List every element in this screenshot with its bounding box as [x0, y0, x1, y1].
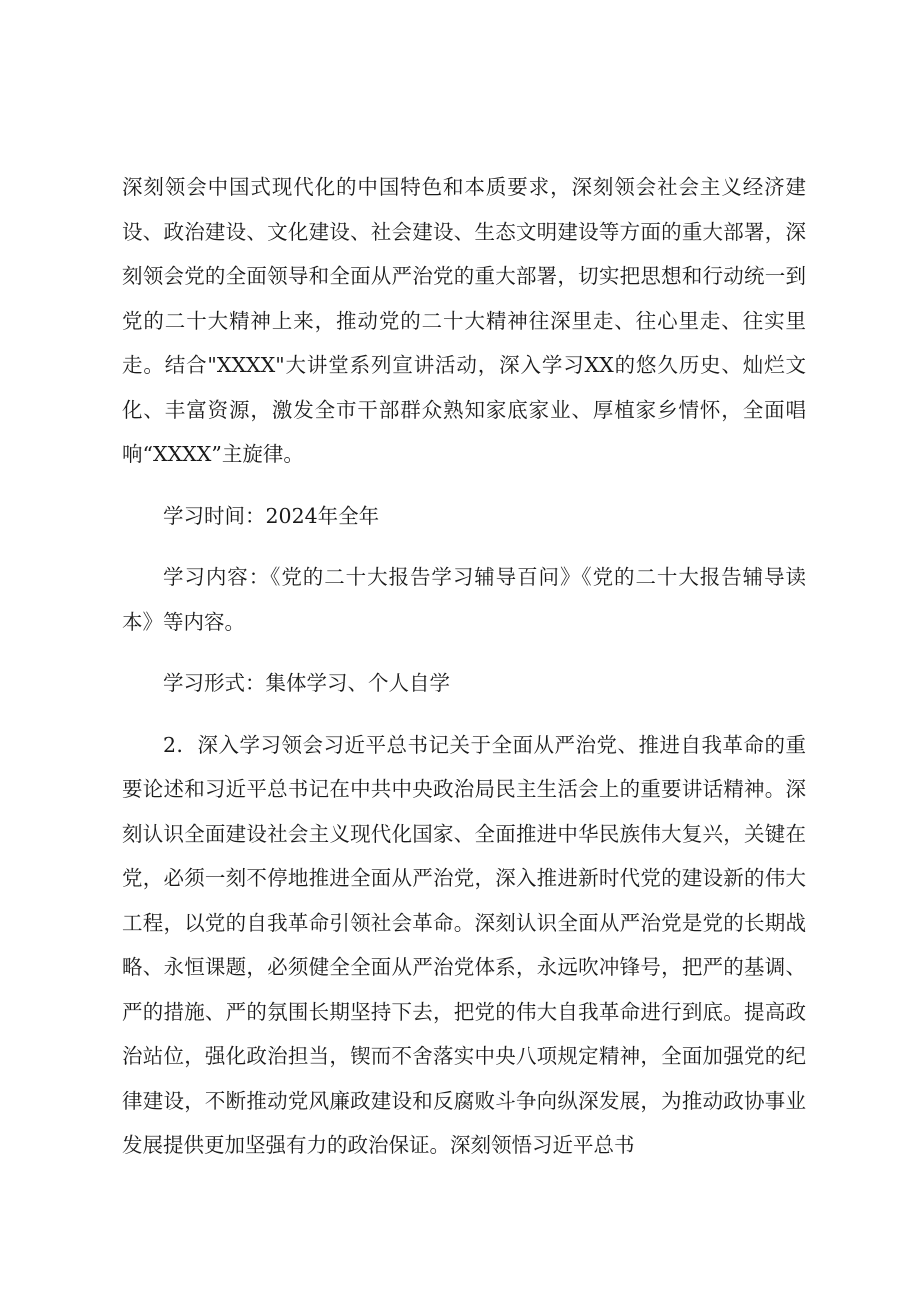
paragraph-study-goals: 深刻领会中国式现代化的中国特色和本质要求，深刻领会社会主义经济建设、政治建设、文化建设、社会建设、生态文明建设等方面的重大部署，深刻领会党的全面领导和全面从严治党的重大部署，切实把思想和行动统一到党的二十大精神上来，推动党的二十大精神往深里走、往心里走、往实里走。结合"XXXX"大讲堂系列宣讲活动，深入学习XX的悠久历史、灿烂文化、丰富资源，激发全市干部群众熟知家底家业、厚植家乡情怀，全面唱响“XXXX”主旋律。: [122, 175, 806, 466]
paragraph-study-content: 学习内容：《党的二十大报告学习辅导百问》《党的二十大报告辅导读本》等内容。: [122, 565, 806, 634]
paragraph-study-time: 学习时间：2024年全年: [163, 503, 380, 528]
paragraph-study-form: 学习形式：集体学习、个人自学: [163, 671, 450, 695]
document-body: [122, 165, 806, 1168]
paragraph-item-2: 2．深入学习领会习近平总书记关于全面从严治党、推进自我革命的重要论述和习近平总书记在中共中央政治局民主生活会上的重要讲话精神。深刻认识全面建设社会主义现代化国家、全面推进中华民族伟大复兴，关键在党，必须一刻不停地推进全面从严治党，深入推进新时代党的建设新的伟大工程，以党的自我革命引领社会革命。深刻认识全面从严治党是党的长期战略、永恒课题，必须健全全面从严治党体系，永远吹冲锋号，把严的基调、严的措施、严的氛围长期坚持下去，把党的伟大自我革命进行到底。提高政治站位，强化政治担当，锲而不舍落实中央八项规定精神，全面加强党的纪律建设，不断推动党风廉政建设和反腐败斗争向纵深发展，为推动政协事业发展提供更加坚强有力的政治保证。深刻领悟习近平总书: [122, 732, 806, 1157]
